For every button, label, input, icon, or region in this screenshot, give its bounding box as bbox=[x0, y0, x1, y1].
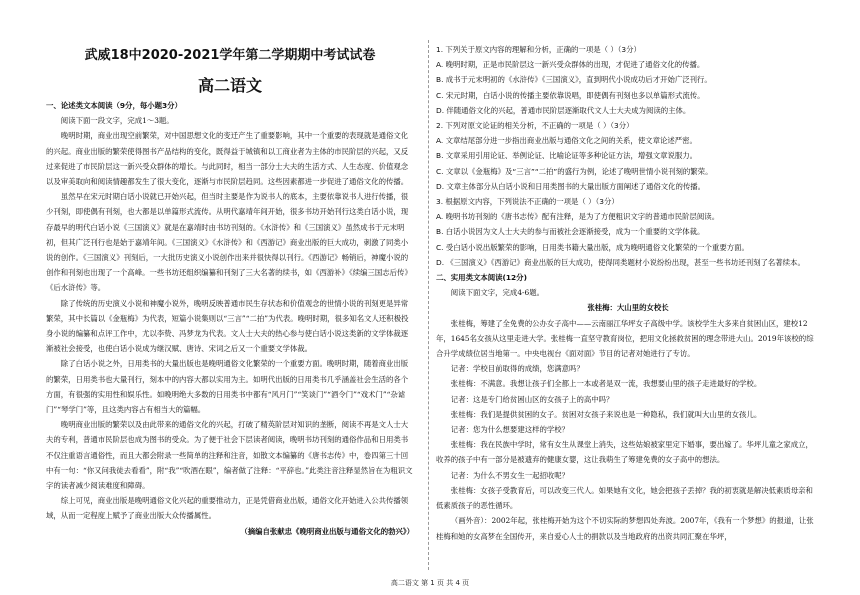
question-1-option-b: B. 成书于元末明初的《水浒传》《三国演义》，直到明代小说成功后才开始广泛刊行。 bbox=[436, 75, 712, 85]
question-1-option-a: A. 晚明时期，正是市民阶层这一新兴受众群体的出现，才促进了通俗文化的传播。 bbox=[436, 60, 705, 70]
question-3-option-b: B. 白话小说因为文人士大夫的参与而被社会逐渐接受，成为一个重要的文学体裁。 bbox=[436, 227, 705, 237]
article-paragraph-1: 张桂梅，筹建了全免费的公办女子高中——云南丽江华坪女子高级中学。该校学生大多来自贫困山区，建校12年，1645名女孩从这里走进大学。张桂梅一直坚守教育岗位，把用文化拯救贫困的理念带进大山。2019年该校的综合升学成绩位居当地第一。中央电视台《面对面》节目的记者对她进行了专访。 bbox=[436, 318, 814, 359]
article-paragraph-3: 张桂梅：不满意。我想让孩子们全都上一本或者是双一流，我想要山里的孩子走进最好的学校。 bbox=[450, 379, 762, 389]
section1-heading: 一、论述类文本阅读（9分，每小题3分） bbox=[46, 101, 182, 110]
section1-paragraph-6: 综上可见，商业出版是晚明通俗文化兴起的重要推动力，正是凭借商业出版，通俗文化开始进入公共传播领域，从而一定程度上赋予了商业出版大众传播属性。 bbox=[46, 496, 409, 521]
subject-title: 高二语文 bbox=[197, 76, 262, 95]
article-paragraph-7: 张桂梅：我在民族中学时，常有女生从课堂上消失，这些姑娘被家里定下婚事，要出嫁了。华坪儿童之家成立，收养的孩子中有一部分是被遗弃的健康女婴，这让我萌生了筹建免费的女子高中的想法。 bbox=[436, 440, 813, 465]
section1-instruction: 阅读下面一段文字，完成1～3题。 bbox=[60, 116, 174, 126]
question-2-option-b: B. 文章采用引用论证、举例论证、比喻论证等多种论证方法，增强文章说服力。 bbox=[436, 151, 698, 161]
question-2-stem: 2. 下列对原文论证的相关分析，不正确的一项是（ ）（3分） bbox=[436, 121, 634, 131]
article-paragraph-2: 记者：学校目前取得的成绩，您满意吗？ bbox=[450, 364, 584, 374]
section2-instruction: 阅读下面文字，完成4-6题。 bbox=[450, 288, 544, 298]
question-1-stem: 1. 下列关于原文内容的理解和分析，正确的一项是（ ）（3分） bbox=[436, 45, 641, 54]
section1-paragraph-2: 虽然早在宋元时期白话小说就已开始兴起，但当时主要是作为说书人的底本，主要依靠说书人进行传播，很少刊刻，即使偶有刊刻，也大都是以单篇形式流传。从明代嘉靖年间开始，很多书坊开始刊行这类白话小说，现存最早的明代白话小说《三国演义》就是在嘉靖时由书坊刊刻的。《水浒传》和《三国演义》虽然成书于元末明初，但其广泛刊行也是始于嘉靖年间。《三国演义》《水浒传》和《西游记》商业出版的巨大成功，刺激了同类小说的创作。《三国演义》刊刻后，一大批历史演义小说创作出来并很快得以刊行。《西游记》畅销后，神魔小说的创作和刊刻也出现了一个高峰。一些书坊还组织编纂和刊刻了三大名著的续书，如《西游补》《续编三国志后传》《后水浒传》等。 bbox=[46, 192, 412, 293]
question-2-option-c: C. 文章以《金瓶梅》及“三言”“二拍”的盛行为例，论述了晚明世情小说刊刻的繁荣。 bbox=[436, 166, 713, 176]
article-paragraph-10: （画外音）：2002年起，张桂梅开始为这个不切实际的梦想四处奔波。2007年，《我有一个梦想》的报道，让张桂梅和她的女高梦在全国传开，来自爱心人士的捐款以及当地政府的出资共同汇聚在华坪， bbox=[436, 516, 814, 541]
question-1-option-c: C. 宋元时期，白话小说的传播主要依靠说唱，即使偶有刊刻也多以单篇形式流传。 bbox=[436, 90, 705, 100]
exam-title: 武威18中2020-2021学年第二学期期中考试试卷 bbox=[84, 48, 376, 63]
left-column bbox=[46, 98, 414, 539]
section1-paragraph-4: 除了白话小说之外，日用类书的大量出版也是晚明通俗文化繁荣的一个重要方面。晚明时期，随着商业出版的繁荣，日用类书也大量刊行，刻本中的内容大都以实用为主。如明代出版的日用类书几乎涵盖社会生活的各个方面，有很强的实用性和娱乐性。如晚明绝大多数的日用类书中都有“风月门”“笑谈门”“酒令门”“戏术门”“杂谑门”“琴学门”等，且这类内容占有相当大的篇幅。 bbox=[46, 359, 409, 415]
page-footer: 高二语文 第 1 页 共 4 页 bbox=[390, 579, 470, 587]
question-3-option-c: C. 受白话小说出版繁荣的影响，日用类书籍大量出版，成为晚明通俗文化繁荣的一个重要方面。 bbox=[436, 242, 749, 252]
question-2-option-d: D. 文章主体部分从白话小说和日用类图书的大量出版方面阐述了通俗文化的传播。 bbox=[436, 181, 706, 191]
article-title: 张桂梅：大山里的女校长 bbox=[587, 303, 669, 313]
article-paragraph-6: 记者：您为什么想要建这样的学校？ bbox=[450, 425, 570, 435]
section2-heading: 二、实用类文本阅读(12分) bbox=[436, 273, 527, 283]
article-paragraph-9: 张桂梅：女孩子受教育后，可以改变三代人。如果她有文化，她会把孩子丢掉？我的初衷就是解决低素质母亲和低素质孩子的恶性循环。 bbox=[436, 485, 813, 511]
section1-reference: （摘编自张献忠《晚明商业出版与通俗文化的勃兴》） bbox=[240, 526, 414, 536]
article-paragraph-5: 张桂梅：我们是提供贫困的女子。贫困对女孩子来说也是一种隐私，我们就叫大山里的女孩儿。 bbox=[450, 409, 762, 419]
question-2-option-a: A. 文章结尾部分进一步指出商业出版与通俗文化之间的关系，使文章论述严密。 bbox=[436, 136, 697, 146]
column-divider bbox=[428, 40, 429, 570]
article-paragraph-8: 记者：为什么不男女生一起招收呢？ bbox=[450, 470, 570, 480]
question-3-option-a: A. 晚明书坊刊刻的《唐书志传》配有注释，是为了方便粗识文字的普通市民阶层阅读。 bbox=[436, 212, 720, 222]
right-column bbox=[436, 42, 820, 544]
question-3-option-d: D. 《三国演义》《西游记》商业出版的巨大成功，使得同类题材小说纷纷出现，甚至一些书坊还刊刻了名著续本。 bbox=[436, 257, 805, 267]
section1-paragraph-3: 除了传统的历史演义小说和神魔小说外，晚明反映普通市民生存状态和价值观念的世情小说的刊刻更是异常繁荣，其中长篇以《金瓶梅》为代表，短篇小说集则以“三言”“二拍”为代表。晚明时期，很多知名文人还积极投身小说的编纂和点评工作中，尤以李贽、冯梦龙为代表。文人士大夫的热心参与使白话小说这类新的文学体裁逐渐被社会接受，也使白话小说成为继汉赋、唐诗、宋词之后又一个重要文学体裁。 bbox=[46, 298, 409, 354]
question-1-option-d: D. 伴随通俗文化的兴起，普通市民阶层逐渐取代文人士大夫成为阅读的主体。 bbox=[436, 105, 691, 115]
article-paragraph-4: 记者：这是专门给贫困山区的女孩子上的高中吗？ bbox=[450, 394, 614, 404]
section1-paragraph-1: 晚明时期，商业出现空前繁荣，对中国思想文化的变迁产生了重要影响，其中一个重要的表现就是通俗文化的兴起。商业出版的繁荣使得图书产品结构的变化，既得益于城镇和以工商业者为主体的市民阶层的兴起，又反过来促进了市民阶层这一新兴受众群体的增长。与此同时，相当一部分士大夫的生活方式、人生态度、价值观念以及审美取向和阅读情趣都发生了很大变化，逐渐与市民阶层趋同。这些因素都进一步促进了通俗文化的传播。 bbox=[46, 131, 409, 187]
question-3-stem: 3. 根据原文内容，下列说法不正确的一项是（ ）（3分） bbox=[436, 197, 619, 207]
section1-paragraph-5: 晚明商业出版的繁荣以及由此带来的通俗文化的兴起，打破了精英阶层对知识的垄断，阅读不再是文人士大夫的专利，普通市民阶层也成为图书的受众。为了便于社会下层读者阅读，晚明书坊刊刻的通俗作品和日用类书不仅注重语言通俗性，而且大都会附录一些简单的注释和注音，如散文本编纂的《唐书志传》中，卷四第三十回中有一句：“你又问我徒去看看”，附“我”“吹酒在眼”，编者做了注释：“平辞也。”此类注音注释显然旨在为粗识文字的读者减少阅读难度和障碍。 bbox=[46, 420, 413, 491]
